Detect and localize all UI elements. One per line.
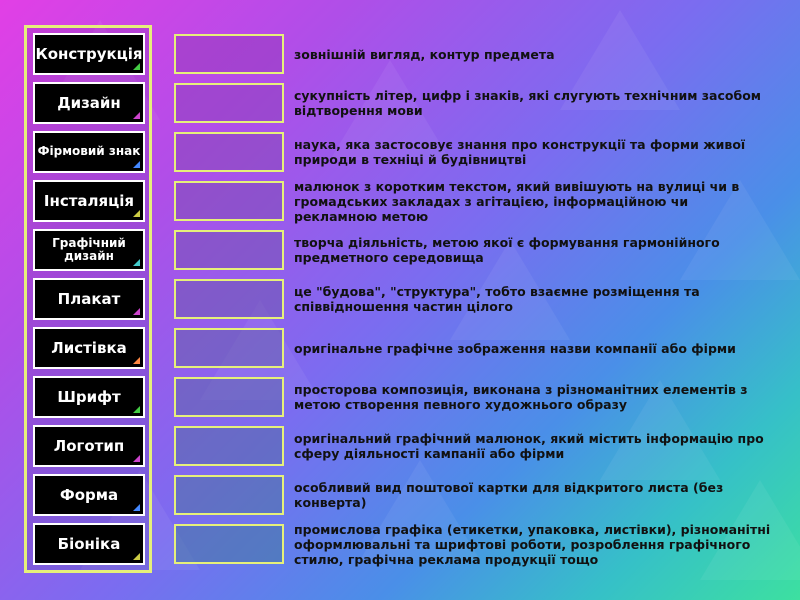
answer-tile-label: Шрифт — [57, 387, 121, 406]
definition-text: це "будова", "структура", тобто взаємне розміщення та співвідношення частин цілого — [294, 284, 700, 314]
answer-tile-label: Логотип — [53, 436, 125, 455]
drop-slot[interactable] — [174, 328, 284, 368]
answer-tile-label: Біоніка — [57, 534, 121, 553]
definition-text: особливий вид поштової картки для відкритого листа (без конверта) — [294, 480, 724, 510]
drop-slot[interactable] — [174, 132, 284, 172]
corner-triangle-icon — [133, 210, 140, 217]
drop-slot[interactable] — [174, 181, 284, 221]
answer-tile[interactable] — [33, 425, 145, 467]
answer-tile[interactable] — [33, 523, 145, 565]
definition-text: наука, яка застосовує знання про конструкції та форми живої природи в техніці й будівництві — [294, 137, 746, 167]
answer-tile-label: Конструкція — [35, 44, 143, 63]
answer-tile[interactable] — [33, 229, 145, 271]
answer-tile[interactable] — [33, 474, 145, 516]
answer-tile[interactable] — [33, 376, 145, 418]
corner-triangle-icon — [133, 406, 140, 413]
drop-slot[interactable] — [174, 279, 284, 319]
corner-triangle-icon — [133, 259, 140, 266]
drop-slot[interactable] — [174, 34, 284, 74]
corner-triangle-icon — [133, 308, 140, 315]
drop-slot[interactable] — [174, 524, 284, 564]
drop-slot[interactable] — [174, 475, 284, 515]
answer-tile[interactable] — [33, 327, 145, 369]
corner-triangle-icon — [133, 112, 140, 119]
corner-triangle-icon — [133, 455, 140, 462]
answer-tile[interactable] — [33, 180, 145, 222]
corner-triangle-icon — [133, 553, 140, 560]
drop-slot[interactable] — [174, 83, 284, 123]
answer-tile[interactable] — [33, 82, 145, 124]
answer-tile[interactable] — [33, 131, 145, 173]
corner-triangle-icon — [133, 504, 140, 511]
corner-triangle-icon — [133, 357, 140, 364]
answer-tile[interactable] — [33, 278, 145, 320]
corner-triangle-icon — [133, 63, 140, 70]
answer-tile-label: Плакат — [57, 289, 121, 308]
definition-text: сукупність літер, цифр і знаків, які слугують технічним засобом відтворення мови — [294, 88, 762, 118]
definition-text: малюнок з коротким текстом, який вивішують на вулиці чи в громадських закладах з агітацією, інформаційною чи рекламною метою — [294, 178, 740, 224]
definition-text: зовнішній вигляд, контур предмета — [294, 46, 555, 62]
answer-tile[interactable] — [33, 33, 145, 75]
answer-tile-label: Форма — [59, 485, 119, 504]
answer-tile-label: Листівка — [51, 338, 127, 357]
definition-text: оригінальне графічне зображення назви компанії або фірми — [294, 340, 736, 356]
answer-tile-label: Фірмовий знак — [37, 144, 141, 159]
drop-slot[interactable] — [174, 377, 284, 417]
drop-slot[interactable] — [174, 426, 284, 466]
answer-tile-label: Інсталяція — [43, 191, 135, 210]
answer-tile-label: Дизайн — [57, 93, 121, 112]
definition-text: промислова графіка (етикетки, упаковка, листівки), різноманітні оформлювальні та шрифтові роботи, розроблення графічного стилю, графічна реклама продукції тощо — [294, 521, 771, 567]
drop-slot[interactable] — [174, 230, 284, 270]
answer-tile-label: Графічний дизайн — [52, 235, 126, 263]
corner-triangle-icon — [133, 161, 140, 168]
definition-text: оригінальний графічний малюнок, який містить інформацію про сферу діяльності кампанії або фірми — [294, 431, 764, 461]
definition-text: творча діяльність, метою якої є формування гармонійного предметного середовища — [294, 235, 720, 265]
definition-text: просторова композиція, виконана з різноманітних елементів з метою створення певного художнього образу — [294, 382, 748, 412]
